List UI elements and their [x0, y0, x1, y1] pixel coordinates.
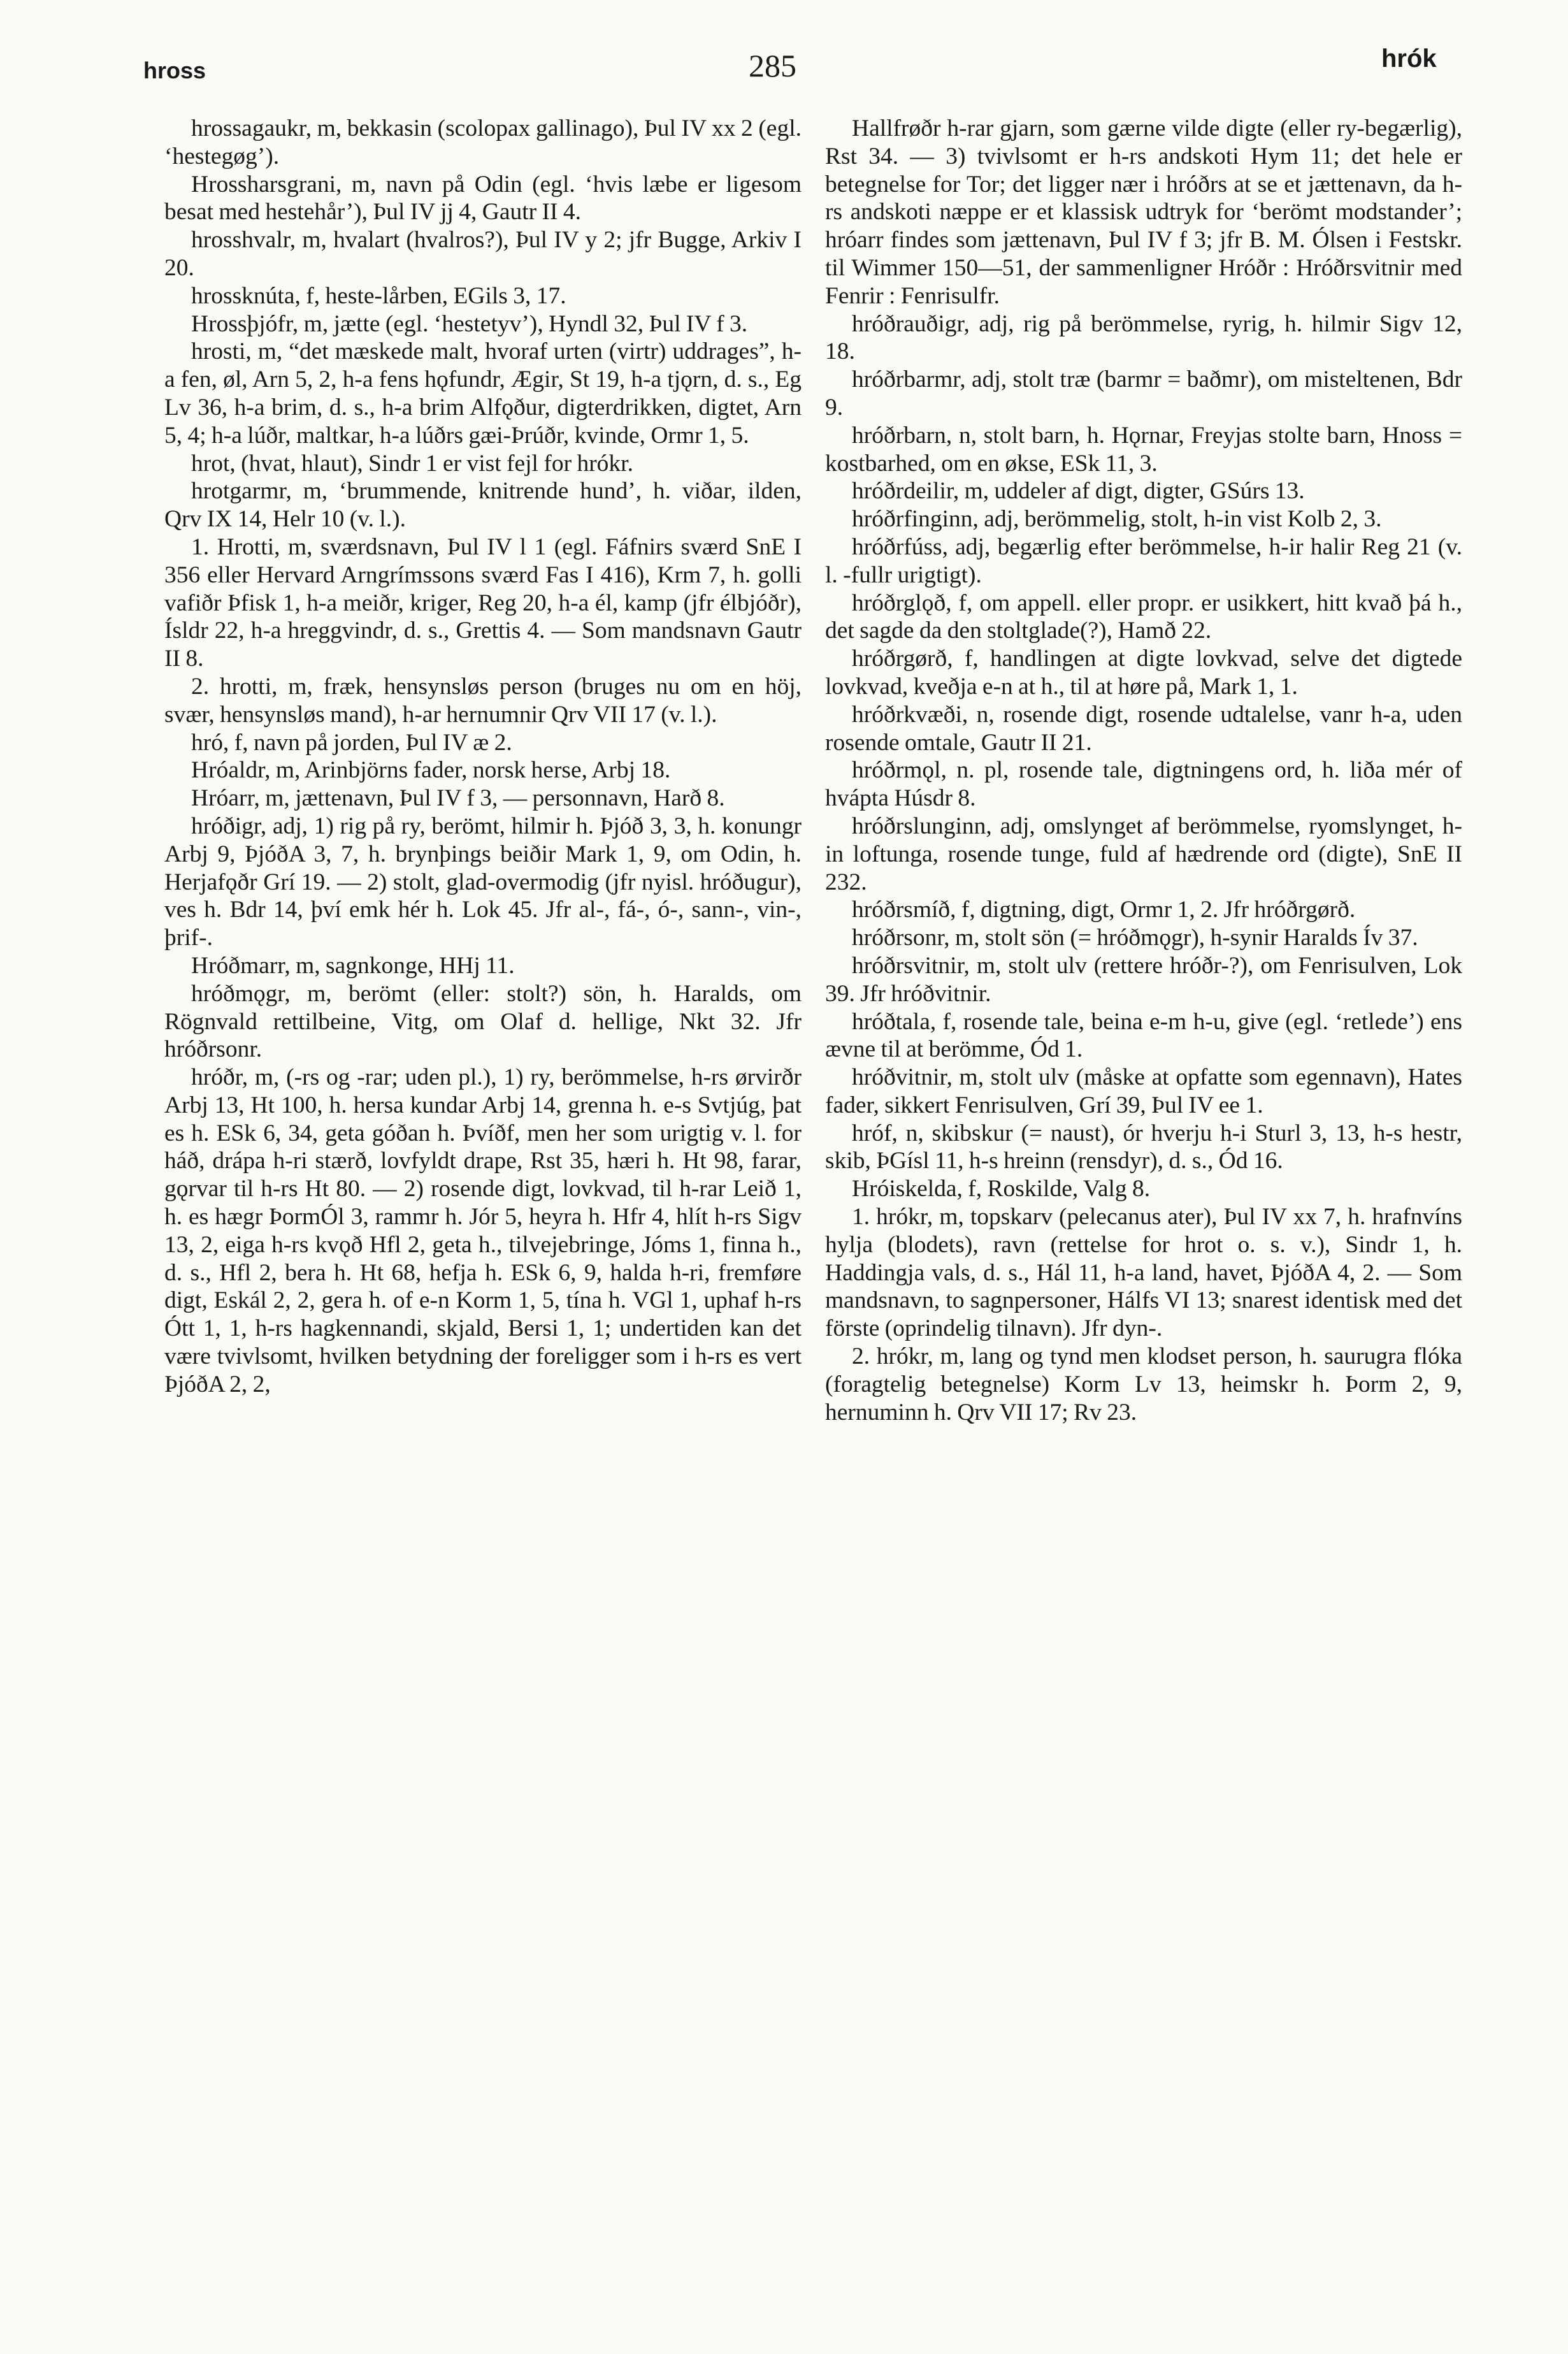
- dictionary-entry: Hrossþjófr, m, jætte (egl. ‘hestetyv’), Hyndl 32, Þul IV f 3.: [191, 310, 748, 337]
- dictionary-entry: hróðtala, f, rosende tale, beina e-m h-u, give (egl. ‘retlede’) ens ævne til at berömme, Ód 1.: [825, 1008, 1462, 1063]
- dictionary-entry: hróðrsonr, m, stolt sön (= hróðmǫgr), h-synir Haralds Ív 37.: [852, 925, 1418, 951]
- right-column: [825, 115, 1462, 1426]
- dictionary-entry: hróðrglǫð, f, om appell. eller propr. er usikkert, hitt kvað þá h., det sagde da den stoltglade(?), Hamð 22.: [825, 589, 1462, 644]
- dictionary-entry: hróðrgørð, f, handlingen at digte lovkvad, selve det digtede lovkvad, kveðja e-n at h., til at høre på, Mark 1, 1.: [825, 646, 1462, 700]
- dictionary-entry: hróðr, m, (-rs og -rar; uden pl.), 1) ry, berömmelse, h-rs ørvirðr Arbj 13, Ht 100, h. hersa kundar Arbj 14, grenna h. e-s Svtjúg, þat es h. ESk 6, 34, geta góðan h. Þvíðf, men her som urigtig v. l. for háð, drápa h-ri stærð, lovfyldt drape, Rst 35, hæri h. Ht 98, farar, gǫrvar til h-rs Ht 80. — 2) rosende digt, lovkvad, til h-rar Leið 1, h. es hægr ÞormÓl 3, rammr h. Jór 5, heyra h. Hfr 4, hlít h-rs Sigv 13, 2, eiga h-rs kvǫð Hfl 2, geta h., tilvejebringe, Jóms 1, finna h., d. s., Hfl 2, bera h. Ht 68, hefja h. ESk 6, 9, halda h-ri, fremføre digt, Eskál 2, 2, gera h. of e-n Korm 1, 5, tína h. VGl 1, uphaf h-rs Ótt 1, 1, h-rs hagkennandi, skjald, Bersi 1, 1; undertiden kan det være tvivlsomt, hvilken betydning der foreligger som i h-rs es vert ÞjóðA 2, 2,: [164, 1064, 802, 1397]
- dictionary-entry: hróðrslunginn, adj, omslynget af berömmelse, ryomslynget, h-in loftunga, rosende tunge, fuld af hædrende ord (digte), SnE II 232.: [825, 812, 1462, 895]
- page-number: 285: [749, 48, 796, 83]
- dictionary-entry: hrossknúta, f, heste-lårben, EGils 3, 17.: [191, 282, 566, 309]
- dictionary-entry: hróðrkvæði, n, rosende digt, rosende udtalelse, vanr h-a, uden rosende omtale, Gautr II 21.: [825, 701, 1462, 756]
- dictionary-entry: Hallfrøðr h-rar gjarn, som gærne vilde digte (eller ry-begærlig), Rst 34. — 3) tvivlsomt er h-rs andskoti Hym 11; det hele er betegnelse for Tor; det ligger nær i hróðrs at se et jættenavn, da h-rs andskoti næppe er et klassisk udtryk for ‘berömt modstander’; hróarr findes som jættenavn, Þul IV f 3; jfr B. M. Ólsen i Festskr. til Wimmer 150—51, der sammenligner Hróðr : Hróðrsvitnir med Fenrir : Fenrisulfr.: [825, 115, 1462, 309]
- left-column: [164, 115, 802, 1399]
- dictionary-entry: hrosshvalr, m, hvalart (hvalros?), Þul IV y 2; jfr Bugge, Arkiv I 20.: [164, 227, 802, 281]
- dictionary-entry: Hróaldr, m, Arinbjörns fader, norsk herse, Arbj 18.: [191, 757, 671, 784]
- dictionary-entry: hróðrauðigr, adj, rig på berömmelse, ryrig, h. hilmir Sigv 12, 18.: [825, 310, 1462, 365]
- guide-word-left: hross: [143, 57, 206, 83]
- dictionary-entry: hrosti, m, “det mæskede malt, hvoraf urten (virtr) uddrages”, h-a fen, øl, Arn 5, 2, h-a fens hǫfundr, Ægir, St 19, h-a tjǫrn, d. s., Eg Lv 36, h-a brim, d. s., h-a brim Alfǫður, digterdrikken, digtet, Arn 5, 4; h-a lúðr, maltkar, h-a lúðrs gæi-Þrúðr, kvinde, Ormr 1, 5.: [164, 338, 802, 449]
- dictionary-entry: hrossagaukr, m, bekkasin (scolopax gallinago), Þul IV xx 2 (egl. ‘hestegøg’).: [164, 115, 802, 170]
- dictionary-entry: hróðrbarmr, adj, stolt træ (barmr = baðmr), om misteltenen, Bdr 9.: [825, 366, 1462, 421]
- dictionary-entry: hróðmǫgr, m, berömt (eller: stolt?) sön, h. Haralds, om Rögnvald rettilbeine, Vitg, om Olaf d. hellige, Nkt 32. Jfr hróðrsonr.: [164, 980, 802, 1063]
- dictionary-entry: hróðrfinginn, adj, berömmelig, stolt, h-in vist Kolb 2, 3.: [852, 506, 1382, 533]
- dictionary-entry: 1. hrókr, m, topskarv (pelecanus ater), Þul IV xx 7, h. hrafnvíns hylja (blodets), ravn (rettelse for hrot o. s. v.), Sindr 1, h. Haddingja vals, d. s., Hál 11, h-a land, havet, ÞjóðA 4, 2. — Som mandsnavn, to sagnpersoner, Hálfs VI 13; snarest identisk med det förste (oprindelig tilnavn). Jfr dyn-.: [825, 1204, 1462, 1342]
- running-header: [0, 45, 1568, 83]
- dictionary-entry: hró, f, navn på jorden, Þul IV æ 2.: [191, 729, 512, 756]
- dictionary-entry: hróðigr, adj, 1) rig på ry, berömt, hilmir h. Þjóð 3, 3, h. konungr Arbj 9, ÞjóðA 3, 7, h. brynþings beiðir Mark 1, 9, om Odin, h. Herjafǫðr Grí 19. — 2) stolt, glad-overmodig (jfr nyisl. hróðugur), ves h. Bdr 14, því emk hér h. Lok 45. Jfr al-, fá-, ó-, sann-, vin-, þrif-.: [164, 812, 802, 951]
- dictionary-entry: Hróarr, m, jættenavn, Þul IV f 3, — personnavn, Harð 8.: [191, 785, 725, 812]
- dictionary-entry: Hrossharsgrani, m, navn på Odin (egl. ‘hvis læbe er ligesom besat med hestehår’), Þul IV jj 4, Gautr II 4.: [164, 171, 802, 226]
- dictionary-entry: hróðrsvitnir, m, stolt ulv (rettere hróðr-?), om Fenrisulven, Lok 39. Jfr hróðvitnir.: [825, 952, 1462, 1007]
- dictionary-entry: hróðvitnir, m, stolt ulv (måske at opfatte som egennavn), Hates fader, sikkert Fenrisulven, Grí 39, Þul IV ee 1.: [825, 1064, 1462, 1118]
- dictionary-entry: hróðrbarn, n, stolt barn, h. Hǫrnar, Freyjas stolte barn, Hnoss = kostbarhed, om en økse, ESk 11, 3.: [825, 422, 1462, 477]
- dictionary-entry: hróðrfúss, adj, begærlig efter berömmelse, h-ir halir Reg 21 (v. l. -fullr urigtigt).: [825, 533, 1462, 588]
- guide-word-right: hrók: [1381, 45, 1437, 73]
- dictionary-entry: hróðrsmíð, f, digtning, digt, Ormr 1, 2. Jfr hróðrgørð.: [852, 897, 1356, 923]
- dictionary-entry: 1. Hrotti, m, sværdsnavn, Þul IV l 1 (egl. Fáfnirs sværd SnE I 356 eller Hervard Arngrímssons sværd Fas I 416), Krm 7, h. golli vafiðr Þfisk 1, h-a meiðr, kriger, Reg 20, h-a él, kamp (jfr élbjóðr), Ísldr 22, h-a hreggvindr, d. s., Grettis 4. — Som mandsnavn Gautr II 8.: [164, 533, 802, 672]
- dictionary-entry: 2. hrotti, m, fræk, hensynsløs person (bruges nu om en höj, svær, hensynsløs mand), h-ar hernumnir Qrv VII 17 (v. l.).: [164, 673, 802, 728]
- dictionary-entry: hróðrmǫl, n. pl, rosende tale, digtningens ord, h. liða mér of hvápta Húsdr 8.: [825, 757, 1462, 812]
- dictionary-entry: hrotgarmr, m, ‘brummende, knitrende hund’, h. viðar, ilden, Qrv IX 14, Helr 10 (v. l.).: [164, 478, 802, 533]
- dictionary-entry: 2. hrókr, m, lang og tynd men klodset person, h. saurugra flóka (foragtelig betegnelse) Korm Lv 13, heimskr h. Þorm 2, 9, hernuminn h. Qrv VII 17; Rv 23.: [825, 1343, 1462, 1426]
- dictionary-entry: hróf, n, skibskur (= naust), ór hverju h-i Sturl 3, 13, h-s hestr, skib, ÞGísl 11, h-s hreinn (rensdyr), d. s., Ód 16.: [825, 1120, 1462, 1174]
- dictionary-entry: hrot, (hvat, hlaut), Sindr 1 er vist fejl for hrókr.: [191, 450, 633, 477]
- dictionary-entry: hróðrdeilir, m, uddeler af digt, digter, GSúrs 13.: [852, 478, 1305, 505]
- dictionary-entry: Hróiskelda, f, Roskilde, Valg 8.: [852, 1176, 1151, 1202]
- dictionary-entry: Hróðmarr, m, sagnkonge, HHj 11.: [191, 952, 515, 979]
